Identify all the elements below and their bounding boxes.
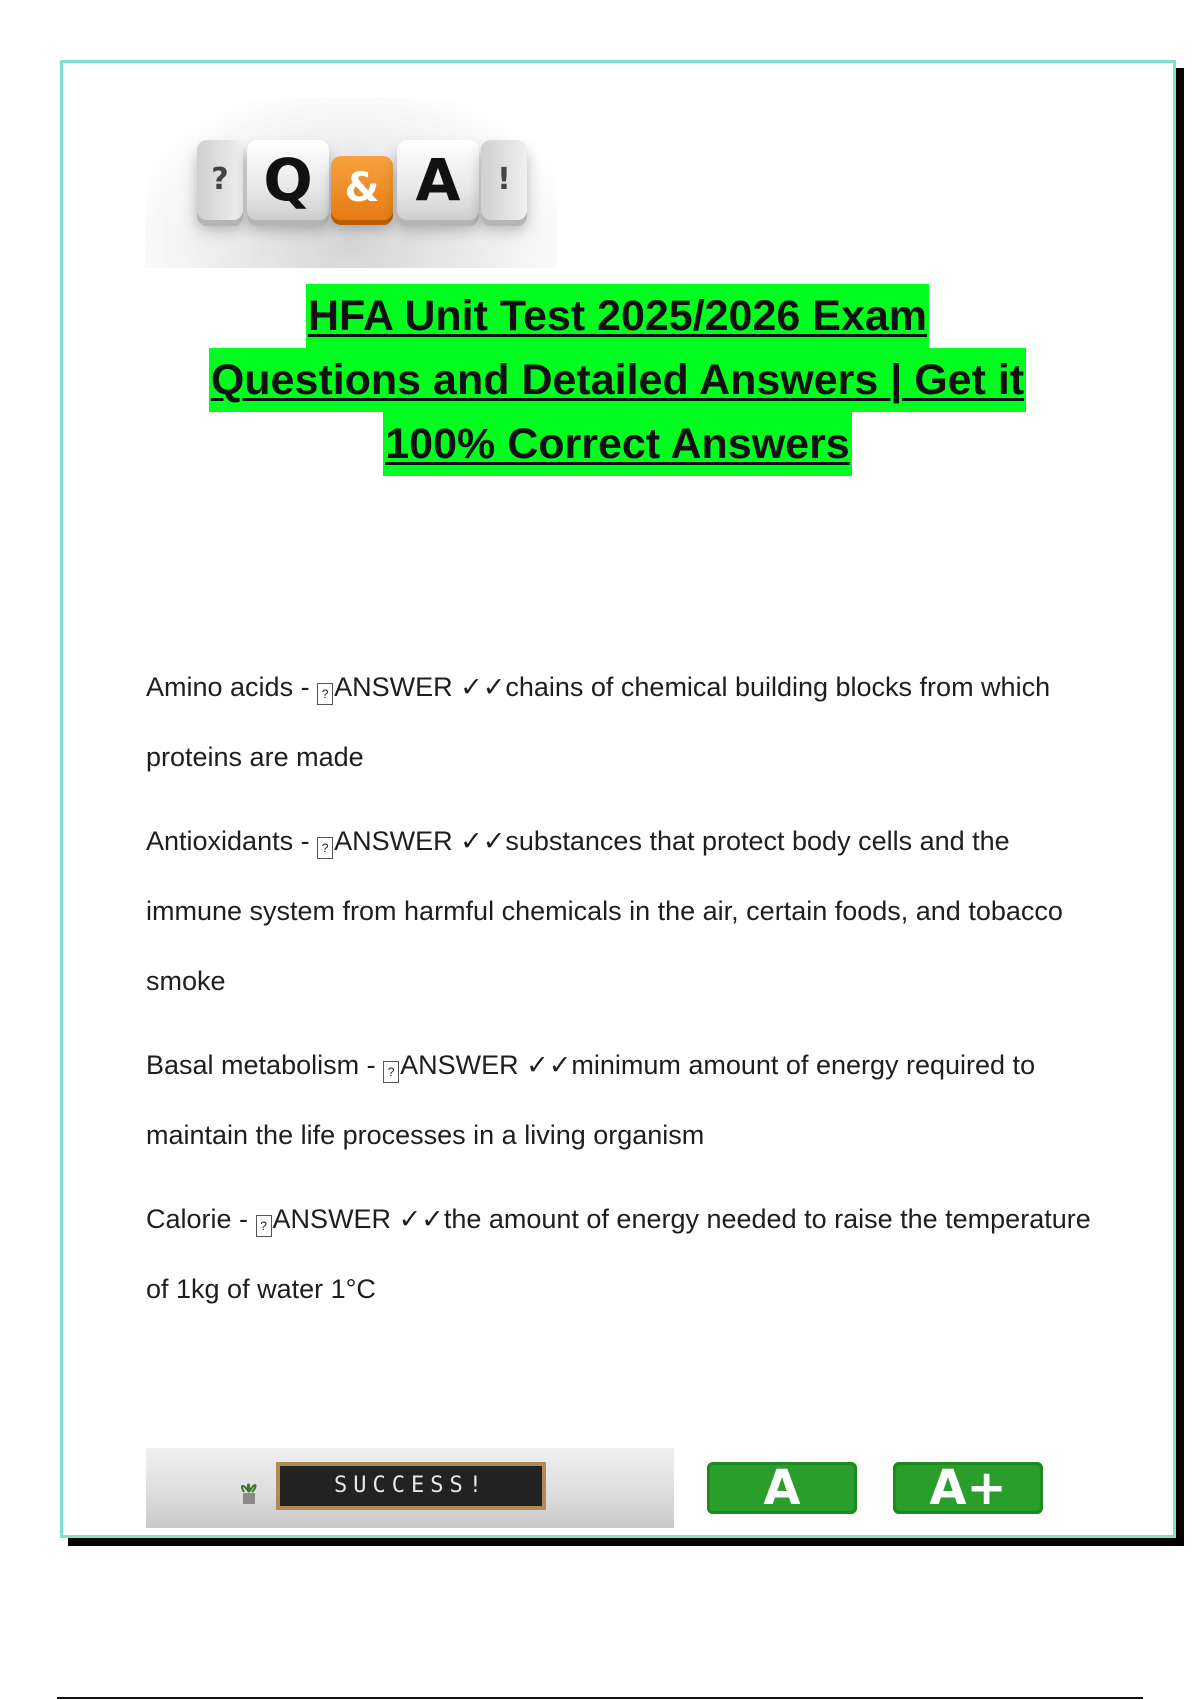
ampersand-die: & bbox=[331, 156, 393, 220]
qa-item-antioxidants bbox=[146, 806, 1106, 1016]
bottom-divider bbox=[57, 1697, 1143, 1699]
qa-separator: - bbox=[293, 826, 318, 856]
qa-definition: substances that protect body cells and the immune system from harmful chemicals in the air, certain foods, and tobacco smoke bbox=[146, 826, 1063, 996]
qa-separator: - bbox=[231, 1204, 256, 1234]
answer-label: ANSWER bbox=[272, 1204, 392, 1234]
missing-glyph-icon: ? bbox=[256, 1215, 272, 1237]
q-die: Q bbox=[247, 140, 329, 220]
plant-icon bbox=[238, 1476, 260, 1506]
success-banner-image bbox=[146, 1448, 674, 1528]
qa-definition: the amount of energy needed to raise the temperature of 1kg of water 1°C bbox=[146, 1204, 1091, 1304]
missing-glyph-icon: ? bbox=[317, 683, 333, 705]
double-check-icon: ✓✓ bbox=[452, 826, 506, 856]
title-line-3: 100% Correct Answers bbox=[383, 412, 851, 476]
qa-term: Amino acids bbox=[146, 672, 294, 702]
qa-item-amino-acids bbox=[146, 652, 1106, 792]
qa-item-basal-metabolism bbox=[146, 1030, 1106, 1170]
grade-a-badge: A bbox=[707, 1462, 857, 1514]
double-check-icon: ✓✓ bbox=[452, 672, 506, 702]
answer-label: ANSWER bbox=[400, 1050, 519, 1080]
title-line-1: HFA Unit Test 2025/2026 Exam bbox=[306, 284, 929, 348]
qa-term: Basal metabolism bbox=[146, 1050, 360, 1080]
qa-definition: minimum amount of energy required to maintain the life processes in a living organism bbox=[146, 1050, 1036, 1150]
qa-term: Calorie bbox=[146, 1204, 232, 1234]
exclamation-die: ! bbox=[481, 140, 527, 220]
answer-label: ANSWER bbox=[334, 672, 453, 702]
qa-definition: chains of chemical building blocks from which proteins are made bbox=[146, 672, 1051, 772]
qa-separator: - bbox=[359, 1050, 384, 1080]
double-check-icon: ✓✓ bbox=[391, 1204, 444, 1234]
qa-item-calorie bbox=[146, 1184, 1106, 1324]
success-chalkboard: SUCCESS! bbox=[276, 1462, 546, 1510]
answer-label: ANSWER bbox=[334, 826, 453, 856]
missing-glyph-icon: ? bbox=[317, 837, 333, 859]
a-die: A bbox=[397, 140, 479, 220]
missing-glyph-icon: ? bbox=[383, 1061, 399, 1083]
title-line-2: Questions and Detailed Answers | Get it bbox=[209, 348, 1026, 412]
qa-term: Antioxidants bbox=[146, 826, 294, 856]
qa-dice-logo bbox=[145, 98, 557, 268]
double-check-icon: ✓✓ bbox=[518, 1050, 572, 1080]
qa-list bbox=[146, 652, 1106, 1338]
question-mark-die: ? bbox=[197, 140, 243, 220]
qa-separator: - bbox=[293, 672, 318, 702]
document-title bbox=[120, 284, 1115, 476]
grade-a-plus-badge: A+ bbox=[893, 1462, 1043, 1514]
